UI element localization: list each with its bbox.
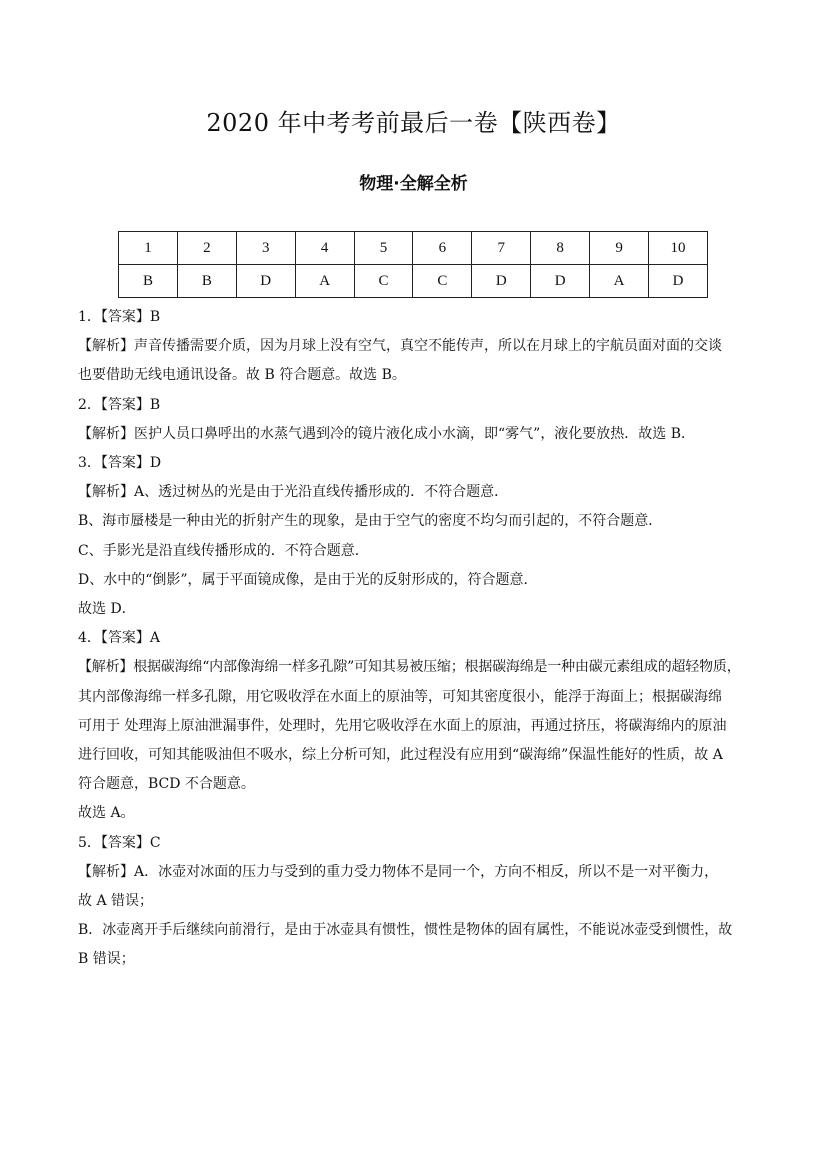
question-number-cell: 6: [413, 232, 472, 265]
explanation-line: B、海市蜃楼是一种由光的折射产生的现象，是由于空气的密度不均匀而引起的，不符合题意．: [78, 513, 663, 530]
explanation-line: 故 A 错误；: [78, 893, 154, 910]
answer-cell: C: [413, 265, 472, 298]
answer-heading: 1．【答案】B: [78, 309, 161, 325]
question-number-cell: 1: [119, 232, 178, 265]
explanation-line: 符合题意，BCD 不合题意。: [78, 776, 255, 793]
explanation-line: D、水中的“倒影”，属于平面镜成像，是由于光的反射形成的，符合题意．: [78, 571, 538, 588]
explanation-line: 【解析】根据碳海绵“内部像海绵一样多孔隙”可知其易被压缩；根据碳海绵是一种由碳元素组成的超轻物质，: [78, 659, 741, 676]
explanation-line: 也要借助无线电通讯设备。故 B 符合题意。故选 B。: [78, 367, 406, 384]
explanation-line: B．冰壶离开手后继续向前滑行，是由于冰壶具有惯性，惯性是物体的固有属性，不能说冰壶受到惯性，故: [78, 922, 733, 939]
question-number-cell: 7: [472, 232, 531, 265]
explanation-line: 【解析】医护人员口鼻呼出的水蒸气遇到冷的镜片液化成小水滴，即“雾气”，液化要放热．故选 B．: [78, 425, 696, 442]
answer-table: [118, 231, 708, 298]
question-number-cell: 4: [295, 232, 354, 265]
answer-cell: A: [590, 265, 649, 298]
answer-heading: 2．【答案】B: [78, 396, 161, 413]
explanation-line: 可用于 处理海上原油泄漏事件，处理时，先用它吸收浮在水面上的原油，再通过挤压，将碳海绵内的原油: [78, 717, 727, 734]
answer-cell: A: [295, 265, 354, 298]
page-subtitle: 物理·全解全析: [359, 174, 468, 194]
explanation-line: 【解析】A．冰壶对冰面的压力与受到的重力受力物体不是同一个，方向不相反，所以不是一对平衡力，: [78, 863, 719, 880]
answer-cell: D: [472, 265, 531, 298]
explanation-line: 进行回收，可知其能吸油但不吸水，综上分析可知，此过程没有应用到“碳海绵”保温性能好的性质，故 A: [78, 747, 723, 764]
explanation-line: 故选 D．: [78, 601, 136, 618]
solutions-body: [78, 303, 750, 975]
explanation-line: 【解析】A、透过树丛的光是由于光沿直线传播形成的．不符合题意．: [78, 484, 509, 501]
answer-table-numbers-row: [119, 232, 708, 265]
explanation-line: 其内部像海绵一样多孔隙，用它吸收浮在水面上的原油等，可知其密度很小，能浮于海面上；根据碳海绵: [78, 688, 722, 705]
answer-cell: C: [354, 265, 413, 298]
question-number-cell: 9: [590, 232, 649, 265]
answer-heading: 4．【答案】A: [78, 630, 161, 647]
answer-cell: B: [177, 265, 236, 298]
answer-heading: 3．【答案】D: [78, 455, 162, 472]
question-number-cell: 3: [236, 232, 295, 265]
question-number-cell: 5: [354, 232, 413, 265]
page-title: 2020 年中考考前最后一卷【陕西卷】: [206, 109, 621, 137]
answer-cell: B: [119, 265, 178, 298]
question-number-cell: 10: [649, 232, 708, 265]
question-number-cell: 8: [531, 232, 590, 265]
explanation-line: C、手影光是沿直线传播形成的．不符合题意．: [78, 542, 369, 559]
explanation-line: 故选 A。: [78, 805, 135, 822]
explanation-line: 【解析】声音传播需要介质，因为月球上没有空气，真空不能传声，所以在月球上的宇航员面对面的交谈: [78, 338, 722, 355]
explanation-line: B 错误；: [78, 951, 135, 968]
question-number-cell: 2: [177, 232, 236, 265]
answer-cell: D: [531, 265, 590, 298]
answer-cell: D: [236, 265, 295, 298]
answer-cell: D: [649, 265, 708, 298]
answer-heading: 5．【答案】C: [78, 834, 161, 851]
answer-table-answers-row: [119, 265, 708, 298]
